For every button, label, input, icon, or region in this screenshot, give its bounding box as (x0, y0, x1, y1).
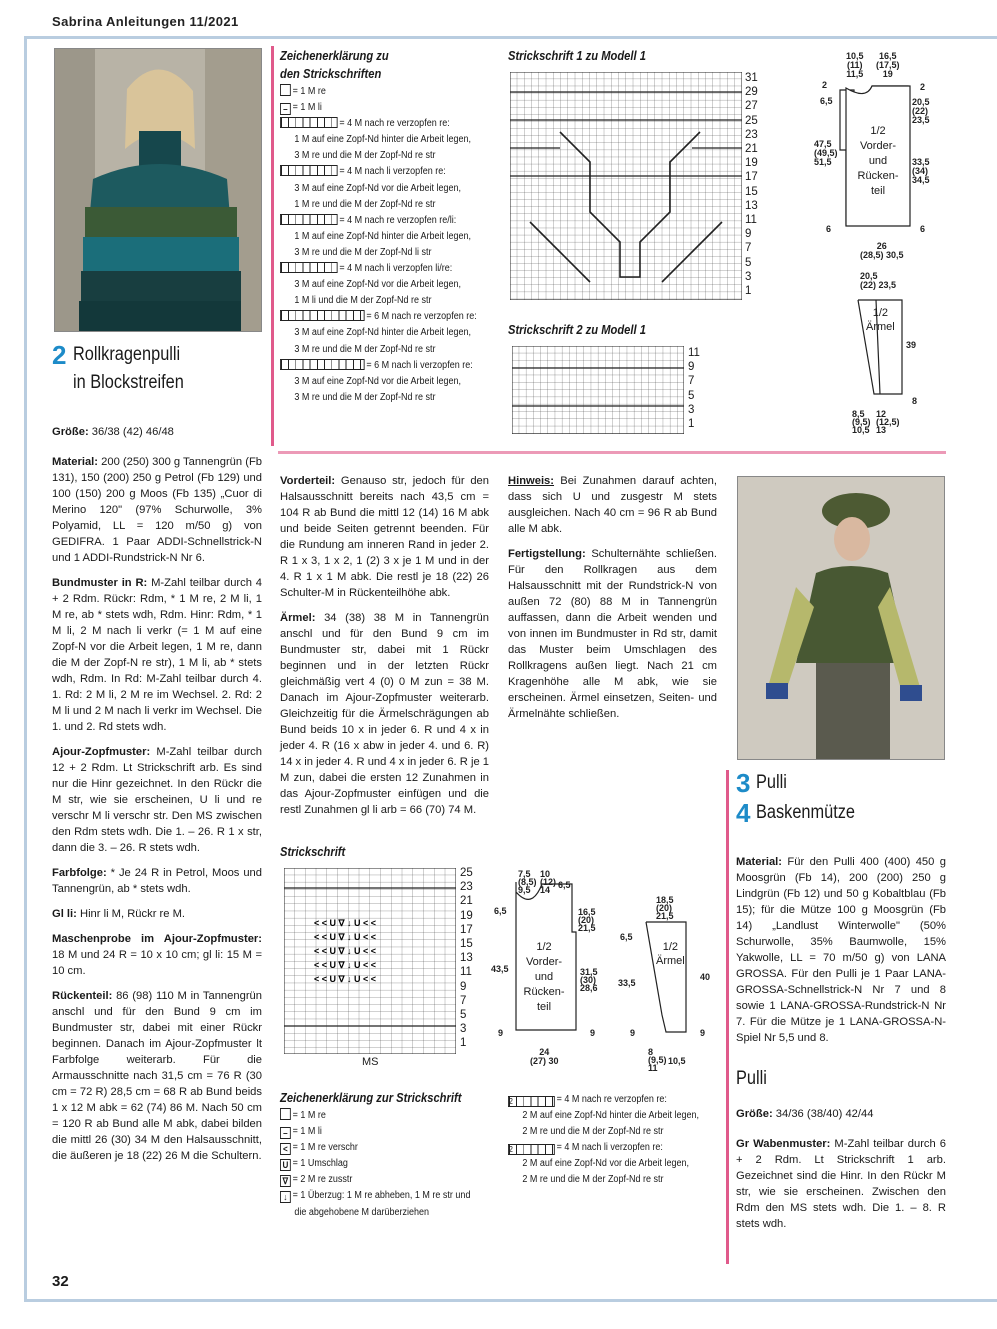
legend2-item-5-sub: die abgehobene M darüberziehen (294, 1206, 430, 1218)
size-value: 36/38 (42) 46/48 (88, 426, 174, 438)
chart2-grid (512, 346, 684, 434)
model-3-title: Pulli (756, 772, 787, 793)
schem1-top-left: 10,5 (11) 11,5 (846, 51, 864, 79)
legend2-right-item-1: 2 = 4 M nach li verzopfen re: (508, 1142, 663, 1155)
legend2-item-3: U = 1 Umschlag (280, 1156, 470, 1172)
farbfolge-label: Farbfolge: (52, 867, 107, 879)
legend2-item-2: < = 1 M re verschr (280, 1140, 470, 1156)
column-3 (508, 473, 717, 731)
chart2-row-numbers: 11 9 7 5 3 1 (688, 347, 700, 431)
schem2-right-8: 8 (912, 396, 918, 406)
model-2-number: 2 (52, 340, 67, 370)
maschenprobe-label: Maschenprobe im Ajour-Zopfmuster: (52, 933, 262, 945)
model-2-title-line1: Rollkragenpulli (73, 344, 181, 365)
schem1-top-right: 16,5 (17,5) 19 (876, 51, 900, 79)
schem3-body-label: 1/2 Vorder- und Rücken- teil (523, 941, 565, 1013)
schem2-top: 20,5 (22) 23,5 (860, 271, 897, 290)
schem2-bottom-right: 12 (12,5) 13 (876, 409, 900, 435)
legend1-item-4li-sub1: 3 M auf eine Zopf-Nd vor die Arbeit legen, (294, 182, 461, 194)
fertig-text: Schulternähte schließen. Für den Rollkragen aus dem Halsausschnitt mit der Rundstrick-N von außen 72 (80) 88 M in Tannengrün auffassen, dann die Arbeit wenden und von innen im Bundmuster in Rd str, damit das Muster beim Umschlagen des Rollkragens außen liegt. Nach 21 cm Kragenhöhe alle M abk, wie sie erscheinen. Ärmel einsetzen, Seiten- und Ärmelnähte schließen. (508, 548, 717, 720)
page-number: 32 (52, 1273, 69, 1290)
schem2-right-39: 39 (906, 340, 917, 350)
schem3-bottom-width: 24 (27) 30 (530, 1047, 559, 1066)
size34-label: Größe: (736, 1108, 773, 1120)
glli-text: Hinr li M, Rückr re M. (76, 908, 186, 920)
schem3-top-left: 7,5 (8,5) 9,5 (518, 869, 537, 895)
schem1-bottom-6-left: 6 (826, 224, 832, 234)
legend1-item-4reli-sub2: 3 M re und die M der Zopf-Nd li str (294, 246, 432, 258)
schem3-right-315: 31,5 (30) 28,6 (580, 967, 598, 993)
material-text: 200 (250) 300 g Tannengrün (Fb 131), 150 (200) 250 g Petrol (Fb 129) und 100 (150) 200 g Moos (Fb 135) „Cuor di Merino 120" (97% Schurwolle, 3% Polyamid, LL = 120 m/50 g) von GEDIFRA. 1 Paar ADDI-Schnellstrick-N und 1 ADDI-Rundstrick-N Nr 6. (52, 456, 263, 564)
schem4-bottom-left: 8 (9,5) 11 (648, 1047, 667, 1073)
model-4-title: Baskenmütze (756, 802, 856, 823)
schem1-right-335: 33,5 (34) 34,5 (912, 157, 930, 185)
divider-horizontal (278, 451, 946, 454)
schematic-body-model2-outline (810, 50, 995, 260)
page-frame-left (24, 36, 27, 1302)
schem3-right-165: 16,5 (20) 21,5 (578, 907, 596, 933)
legend2-list (280, 1108, 470, 1221)
chart1-title: Strickschrift 1 zu Modell 1 (508, 48, 646, 63)
waben-label: Gr Wabenmuster: (736, 1138, 831, 1150)
model-4-number: 4 (736, 798, 751, 828)
schem4-left-335: 33,5 (618, 978, 636, 988)
column-2 (280, 473, 489, 827)
legend1-item-4reli-sub1: 1 M auf eine Zopf-Nd hinter die Arbeit legen, (294, 230, 472, 242)
schem3-left-65: 6,5 (494, 906, 507, 916)
photo-model-2 (54, 48, 262, 332)
schem1-right-205: 20,5 (22) 23,5 (912, 97, 930, 125)
vorderteil-text: Genauso str, jedoch für den Halsausschnitt bereits nach 43,5 cm = 104 R ab Bund die mittl 12 (14) 16 M abk und beide Seiten getrennt beenden. Für die Rundung am inneren Rand in jeder 2. R 1 x 3, 1 x 2, 1 (2) 3 x je 1 M und in der 4. R 1 x 1 M abk. Die restl je 18 (22) 26 Schulter-M in Rückenteilhöhe abk. (280, 475, 489, 599)
model-3-number: 3 (736, 768, 751, 798)
legend1-item-6li: = 6 M nach li verzopfen re: (280, 358, 477, 374)
svg-text:< < U ∇ ↓ U < <: < < U ∇ ↓ U < < (314, 974, 377, 984)
rueckenteil-text: 86 (98) 110 M in Tannengrün anschl und für den Bund 9 cm im Bundmuster str, dabei mit einer Rückr beginnen. Danach im Ajour-Zopfmuster lt Farbfolge weiterarb. Für die Armausschnitte nach 31,5 cm = 76 R (30 cm = 72 R) 28,5 cm = 68 R ab Bund beids 1 x 12 M abk = 62 (74) 86 M. Nach 50 cm = 120 R ab Bund alle M abk, dabei bilden die mittl 26 (30) 34 M den Halsausschnitt, die äußeren je 18 (22) 26 M die Schultern. (52, 990, 262, 1162)
material34-text: Für den Pulli 400 (400) 450 g Moosgrün (Fb 14), 200 (200) 250 g Lindgrün (Fb 12) und 50 g Kobaltblau (Fb 15); für die Mütze 100 g Moosgrün (Fb 14) „Landlust Winterwolle" (50% Schurwolle, 35% Baumwolle, 15% Yakwolle, LL = 70 m/50 g) von LANA GROSSA. Für den Pulli je 1 Paar LANA-GROSSA-Schnellstrick-N Nr 7 und 8 sowie 1 LANA-GROSSA-Rundstrick-N Nr 7. Für die Mütze je 1 LANA-GROSSA-N-Spiel Nr 5,5 und 8. (736, 856, 946, 1044)
schem1-right-2: 2 (920, 82, 926, 92)
vorderteil-label: Vorderteil: (280, 475, 336, 487)
ajour-label: Ajour-Zopfmuster: (52, 746, 151, 758)
aermel-label: Ärmel: (280, 612, 316, 624)
legend1-item-4li: = 4 M nach li verzopfen re: (280, 164, 477, 180)
page-frame-bottom (24, 1299, 997, 1302)
chart3-ms-label: MS (362, 1056, 379, 1068)
schem1-left-2: 2 (822, 80, 828, 90)
schem4-top: 18,5 (20) 21,5 (656, 895, 674, 921)
schem4-body-label: 1/2 Ärmel (656, 941, 685, 967)
hinweis-text: Bei Zunahmen darauf achten, dass sich U und zusgestr M stets ausgleichen. Nach 40 cm = 96 R ab Bund alle M abk. (508, 475, 717, 535)
chart1-row-numbers: 31 29 27 25 23 21 19 17 15 13 11 9 7 5 3 1 (745, 72, 758, 298)
legend1-list (280, 84, 477, 406)
svg-text:< < U ∇ ↓ U < <: < < U ∇ ↓ U < < (314, 960, 377, 970)
schem1-bottom-6-right: 6 (920, 224, 926, 234)
schematic-sleeve-model3 (640, 900, 700, 1050)
schem3-bottom-9-left: 9 (498, 1028, 504, 1038)
photo-model-3-4 (737, 476, 945, 760)
chart3-row-numbers: 25 23 21 19 17 15 13 11 9 7 5 3 1 (460, 867, 473, 1050)
page-header: Sabrina Anleitungen 11/2021 (52, 14, 239, 29)
legend1-item-4re-sub1: 1 M auf eine Zopf-Nd hinter die Arbeit legen, (294, 134, 472, 146)
schem4-bottom-9-left: 9 (630, 1028, 636, 1038)
legend2-right-item-0: 2 = 4 M nach re verzopfen re: (508, 1094, 667, 1106)
legend1-title-line1: Zeichenerklärung zu (280, 48, 389, 63)
legend1-item-6re-sub1: 3 M auf eine Zopf-Nd hinter die Arbeit legen, (294, 327, 472, 339)
hinweis-label: Hinweis: (508, 475, 555, 487)
material34-label: Material: (736, 856, 783, 868)
legend2-item-4: ∇ = 2 M re zusstr (280, 1172, 470, 1188)
schem1-bottom-width: 26 (28,5) 30,5 (860, 241, 904, 260)
size34-value: 34/36 (38/40) 42/44 (772, 1108, 874, 1120)
legend1-item-6li-sub2: 3 M re und die M der Zopf-Nd re str (294, 391, 436, 403)
schem4-right-40: 40 (700, 972, 711, 982)
aermel-text: 34 (38) 38 M in Tannengrün anschl und für den Bund 9 cm im Bundmuster str, dabei mit 1 Rückr beginnen und in der letzten Rückr gleichmäßig vert 4 (0) 0 M zun = 38 M. Danach im Ajour-Zopfmuster weiterarb. Gleichzeitig für die Ärmelschrägungen ab Bund beids 10 x in jeder 6. R und 4 x in jeder 4. R (16 x abw in jeder 4. und 6. R) 14 x in jeder 4. R und 4 x in jeder 6. R je 1 M zun, dabei die ersten 12 Zunahmen in das Ajour-Zopfmuster einfügen und die restl Zunahmen gl li arb = 66 (70) 74 M. (280, 612, 489, 816)
chart2-title: Strickschrift 2 zu Modell 1 (508, 322, 646, 337)
glli-label: Gl li: (52, 908, 77, 920)
legend1-item-4lire-sub1: 3 M auf eine Zopf-Nd vor die Arbeit legen, (294, 279, 461, 291)
rueckenteil-label: Rückenteil: (52, 990, 113, 1002)
legend1-title-line2: den Strickschriften (280, 66, 382, 81)
bundmuster-text: M-Zahl teilbar durch 4 + 2 Rdm. Rückr: Rdm, * 1 M re, 2 M li, 1 M re, ab * stets wdh, Rdm. Hinr: Rdm, * 1 M li, 2 M nach li verkr (= 1 M auf eine Zopf-N vor die Arbeit legen, 1 M re, dann die M der Zopf-N re str), 1 M li, ab * stets wdh, Rdm. In Rd: M-Zahl teilbar durch 4. 1. Rd: 2 M li, 2 M re im Wechsel. 2. Rd: 2 M li und 2 M nach li verkr im Wechsel. Die 1. und 2. Rd stets wdh. (52, 577, 262, 733)
svg-text:< < U ∇ ↓ U < <: < < U ∇ ↓ U < < (314, 918, 377, 928)
legend2-right-item-1-sub1: 2 M auf eine Zopf-Nd vor die Arbeit legen, (522, 1158, 689, 1170)
chart1-grid (510, 72, 742, 300)
model-2-title-line2: in Blockstreifen (73, 372, 184, 393)
legend1-item-li: – = 1 M li (280, 100, 477, 116)
ajour-text: M-Zahl teilbar durch 12 + 2 Rdm. Lt Strickschrift arb. Es sind nur die Hinr gezeichnet. In den Rückr die M str, wie sie erscheinen, U li und re verschr M li verschr str. Den MS zwischen den Rdm stets wdh. Die 1. – 26. R 1 x str, dann die 3. – 26. R stets wdh. (52, 746, 262, 854)
pulli-heading: Pulli (736, 1068, 767, 1089)
legend2-item-5: ↓ = 1 Überzug: 1 M re abheben, 1 M re str und (280, 1188, 470, 1204)
legend2-right-item-0-sub1: 2 M auf eine Zopf-Nd hinter die Arbeit legen, (522, 1110, 700, 1122)
legend2-item-0: = 1 M re (280, 1108, 470, 1124)
chart3-title: Strickschrift (280, 844, 346, 859)
schem2-bottom-left: 8,5 (9,5) 10,5 (852, 409, 871, 435)
legend2-item-1: – = 1 M li (280, 1124, 470, 1140)
legend1-item-4reli: = 4 M nach re verzopfen re/li: (280, 213, 477, 229)
legend1-item-4re: = 4 M nach re verzopfen re: (280, 116, 477, 132)
legend2-right-list (508, 1092, 699, 1189)
schem4-left-65: 6,5 (620, 932, 633, 942)
schem3-left-435: 43,5 (491, 964, 509, 974)
waben-text: M-Zahl teilbar durch 6 + 2 Rdm. Lt Strickschrift 1 arb. Gezeichnet sind die Hinr. In den Rückr M str, wie sie erscheinen. Zwischen den Rdm den MS stets wdh. Die 1. – 8. R stets wdh. (736, 1138, 946, 1230)
svg-text:< < U ∇ ↓ U < <: < < U ∇ ↓ U < < (314, 932, 377, 942)
divider-vertical-model34 (726, 770, 729, 1264)
column-4 (736, 854, 946, 1055)
farbfolge-text: * Je 24 R in Petrol, Moos und Tannengrün, ab * stets wdh. (52, 867, 262, 895)
page-frame-top (24, 36, 997, 39)
chart3-grid (284, 868, 456, 1054)
legend2-right-item-0-sub2: 2 M re und die M der Zopf-Nd re str (522, 1126, 664, 1138)
legend1-item-6re: = 6 M nach re verzopfen re: (280, 309, 477, 325)
divider-vertical-model2 (271, 46, 274, 446)
legend1-item-re: = 1 M re (280, 84, 477, 100)
schem3-top-mid: 10 (12) 14 (540, 869, 557, 895)
bundmuster-label: Bundmuster in R: (52, 577, 148, 589)
size-label: Größe: (52, 426, 89, 438)
svg-text:< < U ∇ ↓ U < <: < < U ∇ ↓ U < < (314, 946, 377, 956)
legend1-item-4li-sub2: 1 M re und die M der Zopf-Nd re str (294, 198, 436, 210)
column-1 (52, 424, 262, 1173)
schem1-body-label: 1/2 Vorder- und Rücken- teil (857, 125, 899, 197)
schem2-body-label: 1/2 Ärmel (866, 307, 895, 333)
schem1-left-475: 47,5 (49,5) 51,5 (814, 139, 838, 167)
legend1-item-6re-sub2: 3 M re und die M der Zopf-Nd re str (294, 343, 436, 355)
schem4-bottom-right: 10,5 (668, 1056, 686, 1066)
schem1-left-65: 6,5 (820, 96, 833, 106)
legend1-item-4re-sub2: 3 M re und die M der Zopf-Nd re str (294, 150, 436, 162)
legend1-item-6li-sub1: 3 M auf eine Zopf-Nd vor die Arbeit legen, (294, 375, 461, 387)
legend2-right-item-1-sub2: 2 M re und die M der Zopf-Nd re str (522, 1174, 664, 1186)
column-4-pulli (736, 1106, 946, 1241)
legend2-title: Zeichenerklärung zur Strickschrift (280, 1090, 462, 1105)
fertig-label: Fertigstellung: (508, 548, 586, 560)
legend1-item-4lire: = 4 M nach li verzopfen li/re: (280, 261, 477, 277)
schem3-bottom-9-right: 9 (590, 1028, 596, 1038)
legend1-item-4lire-sub2: 1 M li und die M der Zopf-Nd re str (294, 295, 432, 307)
maschenprobe-text: 18 M und 24 R = 10 x 10 cm; gl li: 15 M = 10 cm. (52, 949, 262, 977)
material-label: Material: (52, 456, 99, 468)
schem3-top-right: 6,5 (558, 880, 571, 890)
schem4-bottom-9-right: 9 (700, 1028, 706, 1038)
